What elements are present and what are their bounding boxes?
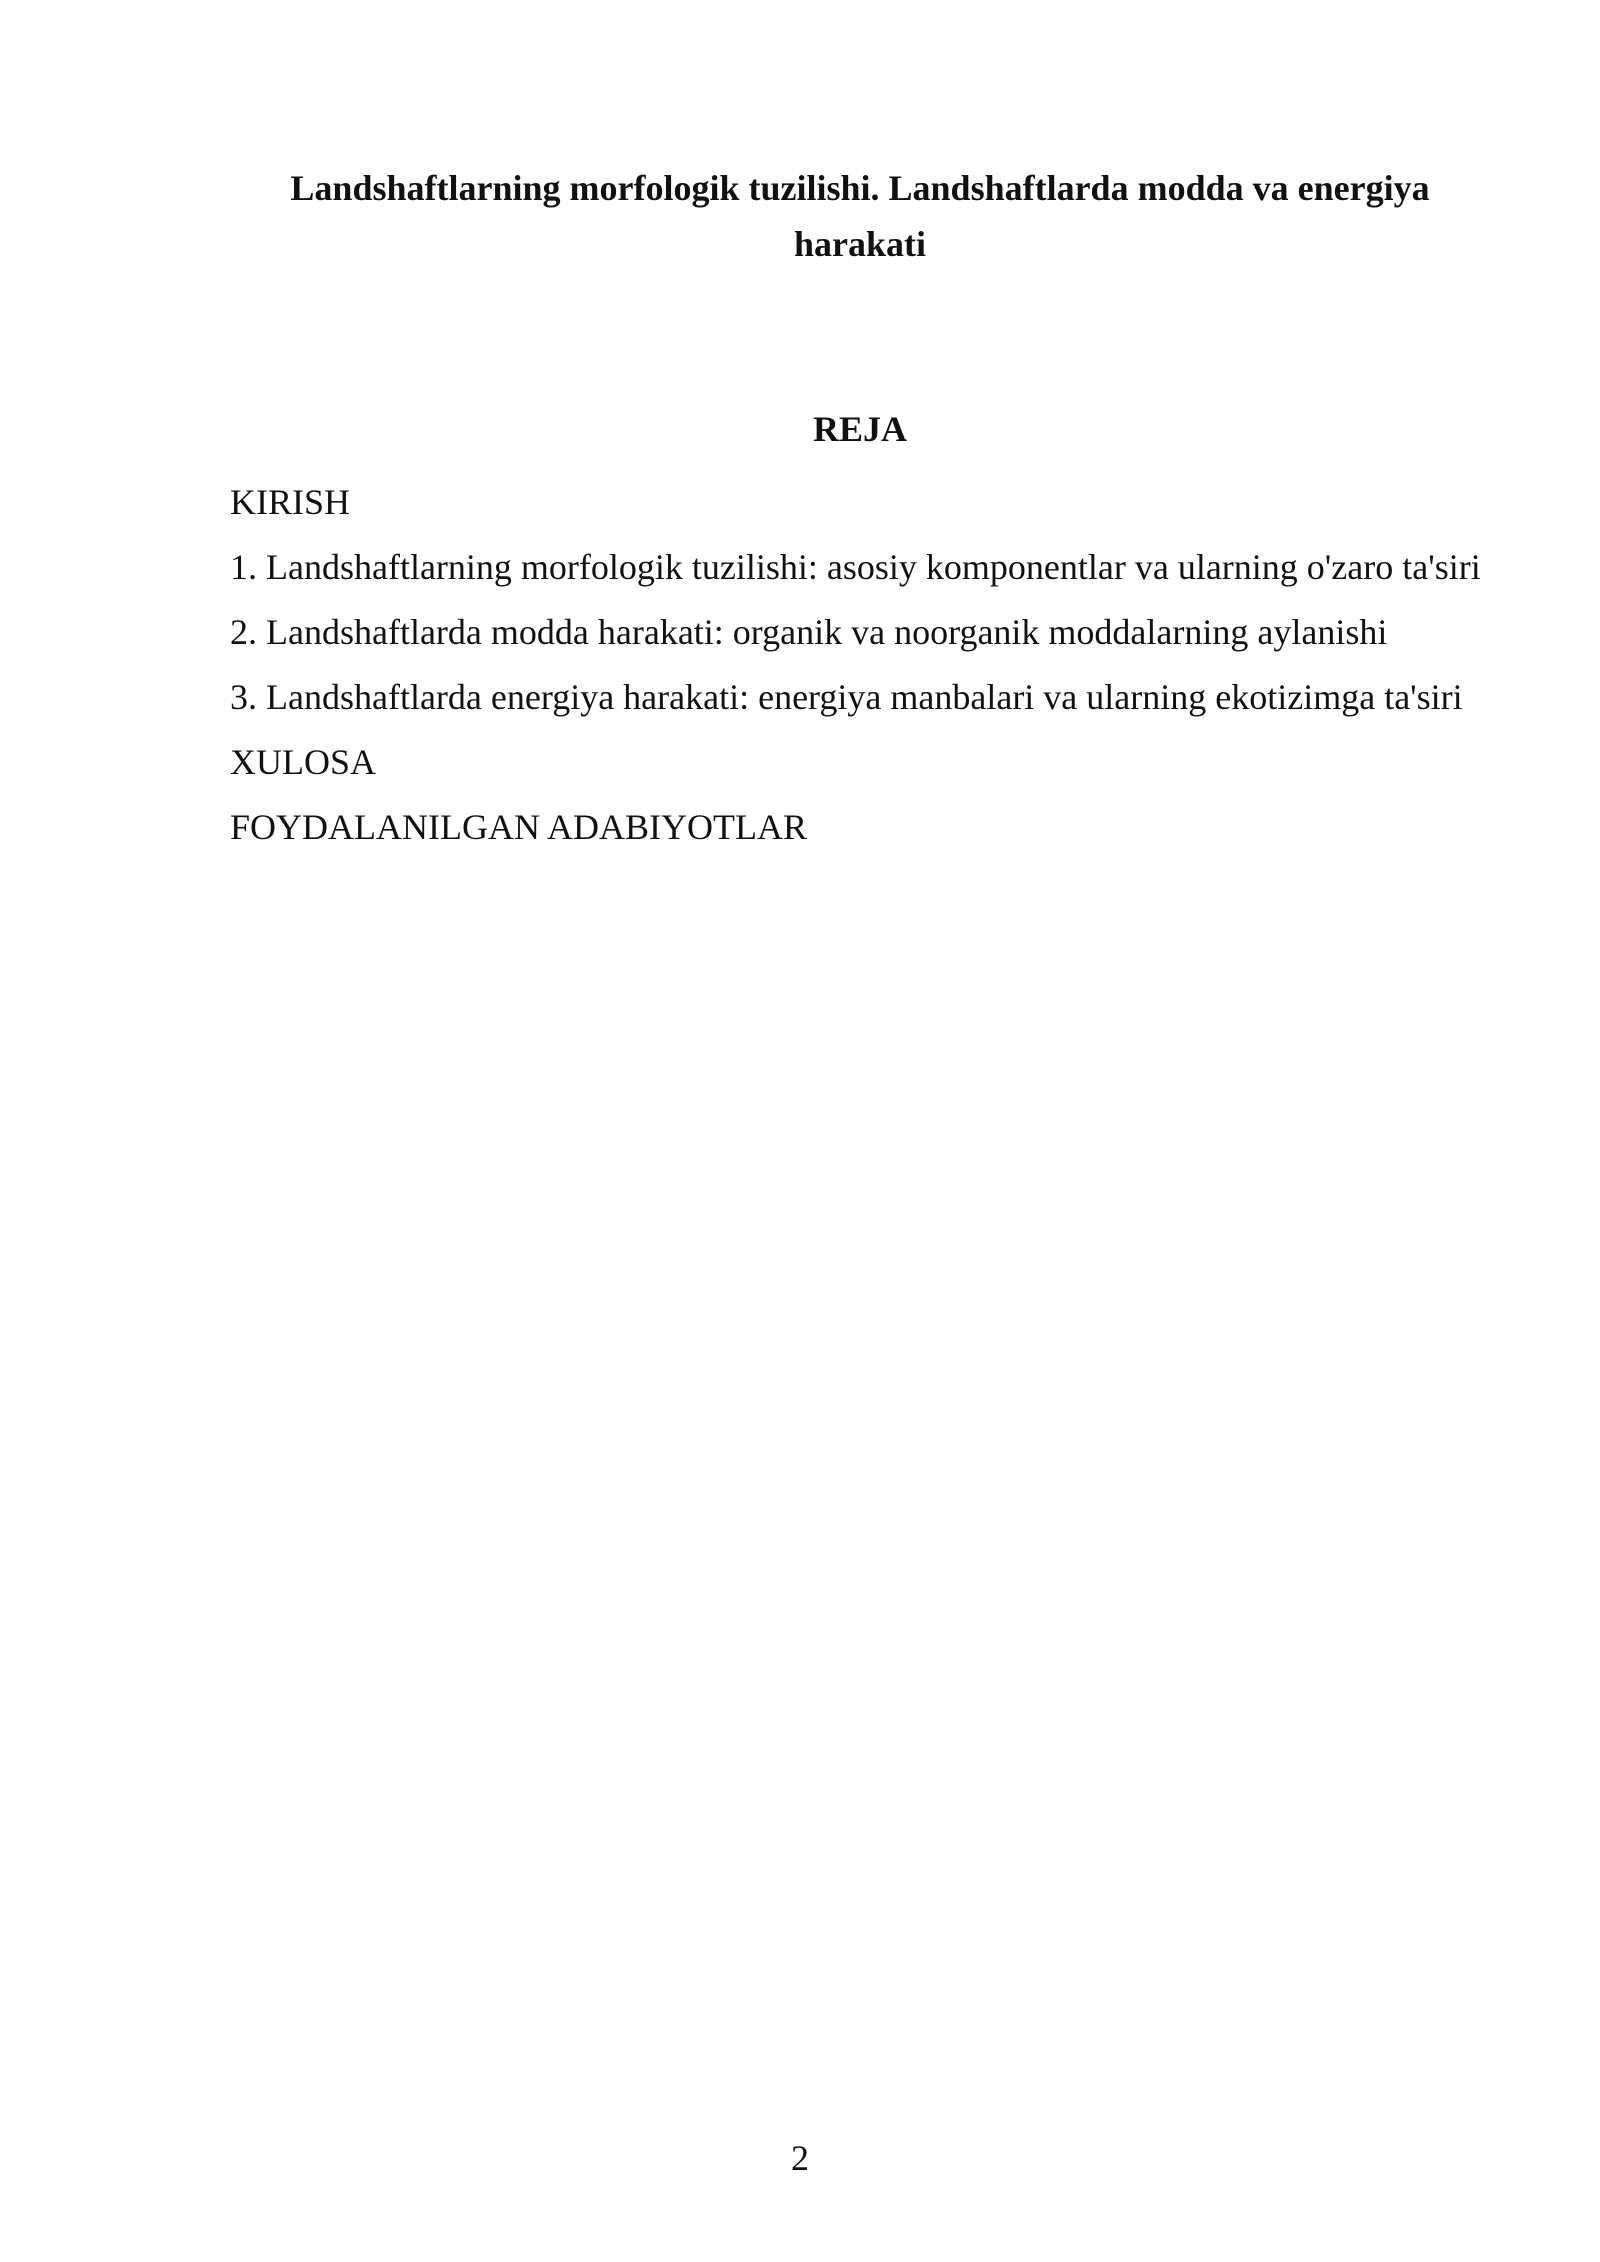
plan-list [230, 474, 1490, 864]
plan-item-conclusion: XULOSA [230, 742, 377, 782]
plan-heading: REJA [812, 409, 907, 449]
page-number: 2 [791, 2138, 809, 2178]
plan-item-1: 1. Landshaftlarning morfologik tuzilishi: asosiy komponentlar va ularning o'zaro ta'siri [230, 547, 1481, 587]
document-title: Landshaftlarning morfologik tuzilishi. Landshaftlarda modda va energiya harakati [290, 168, 1430, 264]
plan-item-2: 2. Landshaftlarda modda harakati: organik va noorganik moddalarning aylanishi [230, 612, 1388, 652]
plan-item-introduction: KIRISH [230, 482, 351, 522]
plan-item-3: 3. Landshaftlarda energiya harakati: energiya manbalari va ularning ekotizimga ta'siri [230, 677, 1463, 717]
plan-item-references: FOYDALANILGAN ADABIYOTLAR [230, 807, 807, 847]
